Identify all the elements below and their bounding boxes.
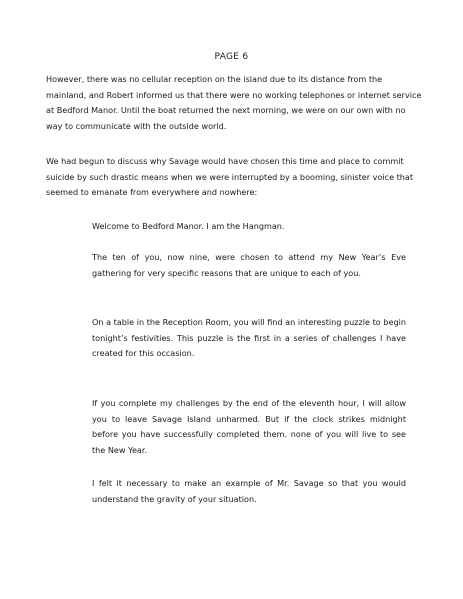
body-paragraph-2: We had begun to discuss why Savage would have chosen this time and place to commit suicide by such drastic means when we were interrupted by a booming, sinister voice that seemed to emanate from everywhere and nowhere: — [46, 156, 414, 198]
body-paragraph-1: However, there was no cellular reception on the island due to its distance from the mainland, and Robert informed us that there were no working telephones or internet service at Bedford Manor. Until the boat returned the next morning, we were on our own with no way to communicate with the outside world. — [46, 74, 422, 131]
message-paragraph-1: Welcome to Bedford Manor. I am the Hangman. — [92, 221, 285, 231]
message-paragraph-4: If you complete my challenges by the end of the eleventh hour, I will allow you to leave Savage Island unharmed. But if the clock strikes midnight before you have successfully completed them. none of you will live to see the New Year. — [92, 398, 406, 455]
page-number: PAGE 6 — [214, 52, 249, 62]
message-paragraph-2: The ten of you, now nine, were chosen to attend my New Year’s Eve gathering for very specific reasons that are unique to each of you. — [92, 252, 406, 278]
message-paragraph-3: On a table in the Reception Room, you will find an interesting puzzle to begin tonight’s festivities. This puzzle is the first in a series of challenges I have created for this occasion. — [92, 317, 406, 359]
message-paragraph-5: I felt it necessary to make an example of Mr. Savage so that you would understand the gravity of your situation. — [92, 478, 406, 504]
